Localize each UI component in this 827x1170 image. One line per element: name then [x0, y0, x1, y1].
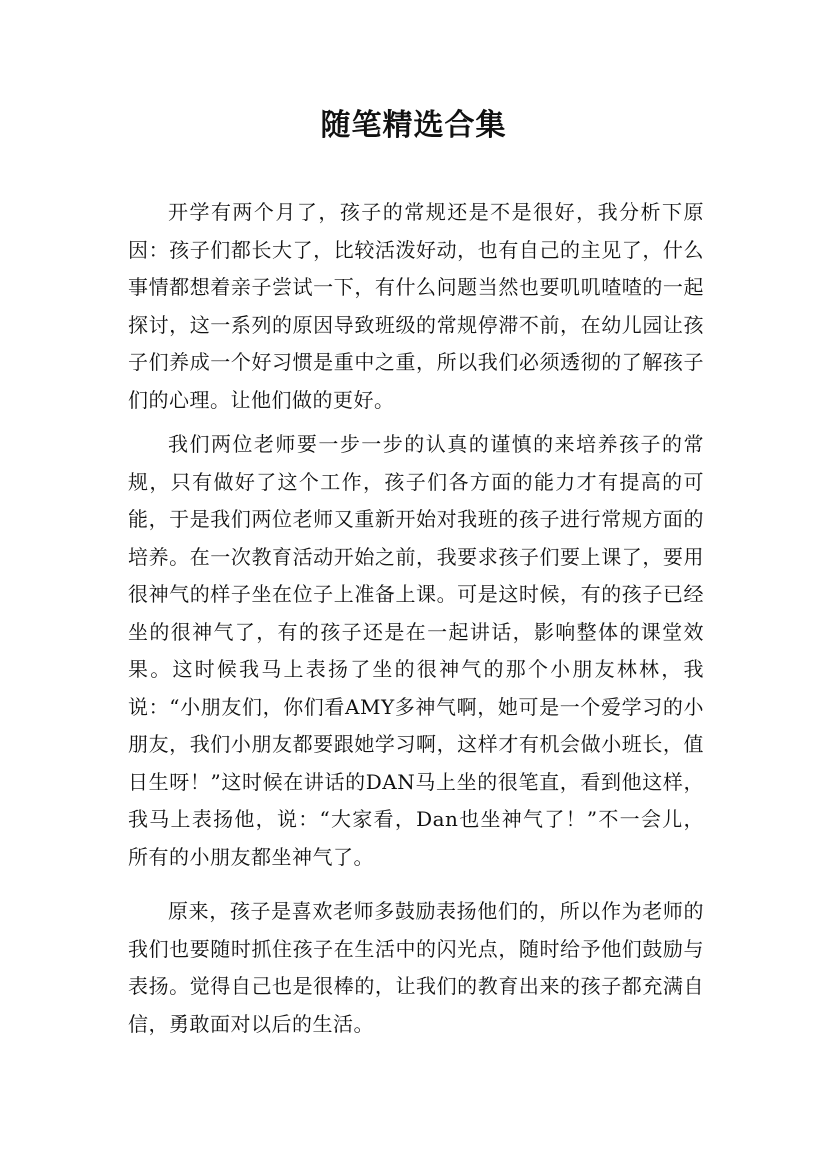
paragraph-2: 我们两位老师要一步一步的认真的谨慎的来培养孩子的常规，只有做好了这个工作，孩子们各方面的能力才有提高的可能，于是我们两位老师又重新开始对我班的孩子进行常规方面的培养。在一次教育活动开始之前，我要求孩子们要上课了，要用很神气的样子坐在位子上准备上课。可是这时候，有的孩子已经坐的很神气了，有的孩子还是在一起讲话，影响整体的课堂效果。这时候我马上表扬了坐的很神气的那个小朋友林林，我说：“小朋友们，你们看AMY多神气啊，她可是一个爱学习的小朋友，我们小朋友都要跟她学习啊，这样才有机会做小班长，值日生呀！”这时候在讲话的DAN马上坐的很笔直，看到他这样，我马上表扬他，说：“大家看，Dan也坐神气了！”不一会儿，所有的小朋友都坐神气了。 [128, 432, 704, 869]
document-title: 随笔精选合集 [320, 108, 507, 143]
paragraph-1: 开学有两个月了，孩子的常规还是不是很好，我分析下原因：孩子们都长大了，比较活泼好动，也有自己的主见了，什么事情都想着亲子尝试一下，有什么问题当然也要叽叽喳喳的一起探讨，这一系列的原因导致班级的常规停滞不前，在幼儿园让孩子们养成一个好习惯是重中之重，所以我们必须透彻的了解孩子们的心理。让他们做的更好。 [128, 200, 704, 412]
paragraph-3: 原来，孩子是喜欢老师多鼓励表扬他们的，所以作为老师的我们也要随时抓住孩子在生活中的闪光点，随时给予他们鼓励与表扬。觉得自己也是很棒的，让我们的教育出来的孩子都充满自信，勇敢面对以后的生活。 [128, 899, 704, 1036]
